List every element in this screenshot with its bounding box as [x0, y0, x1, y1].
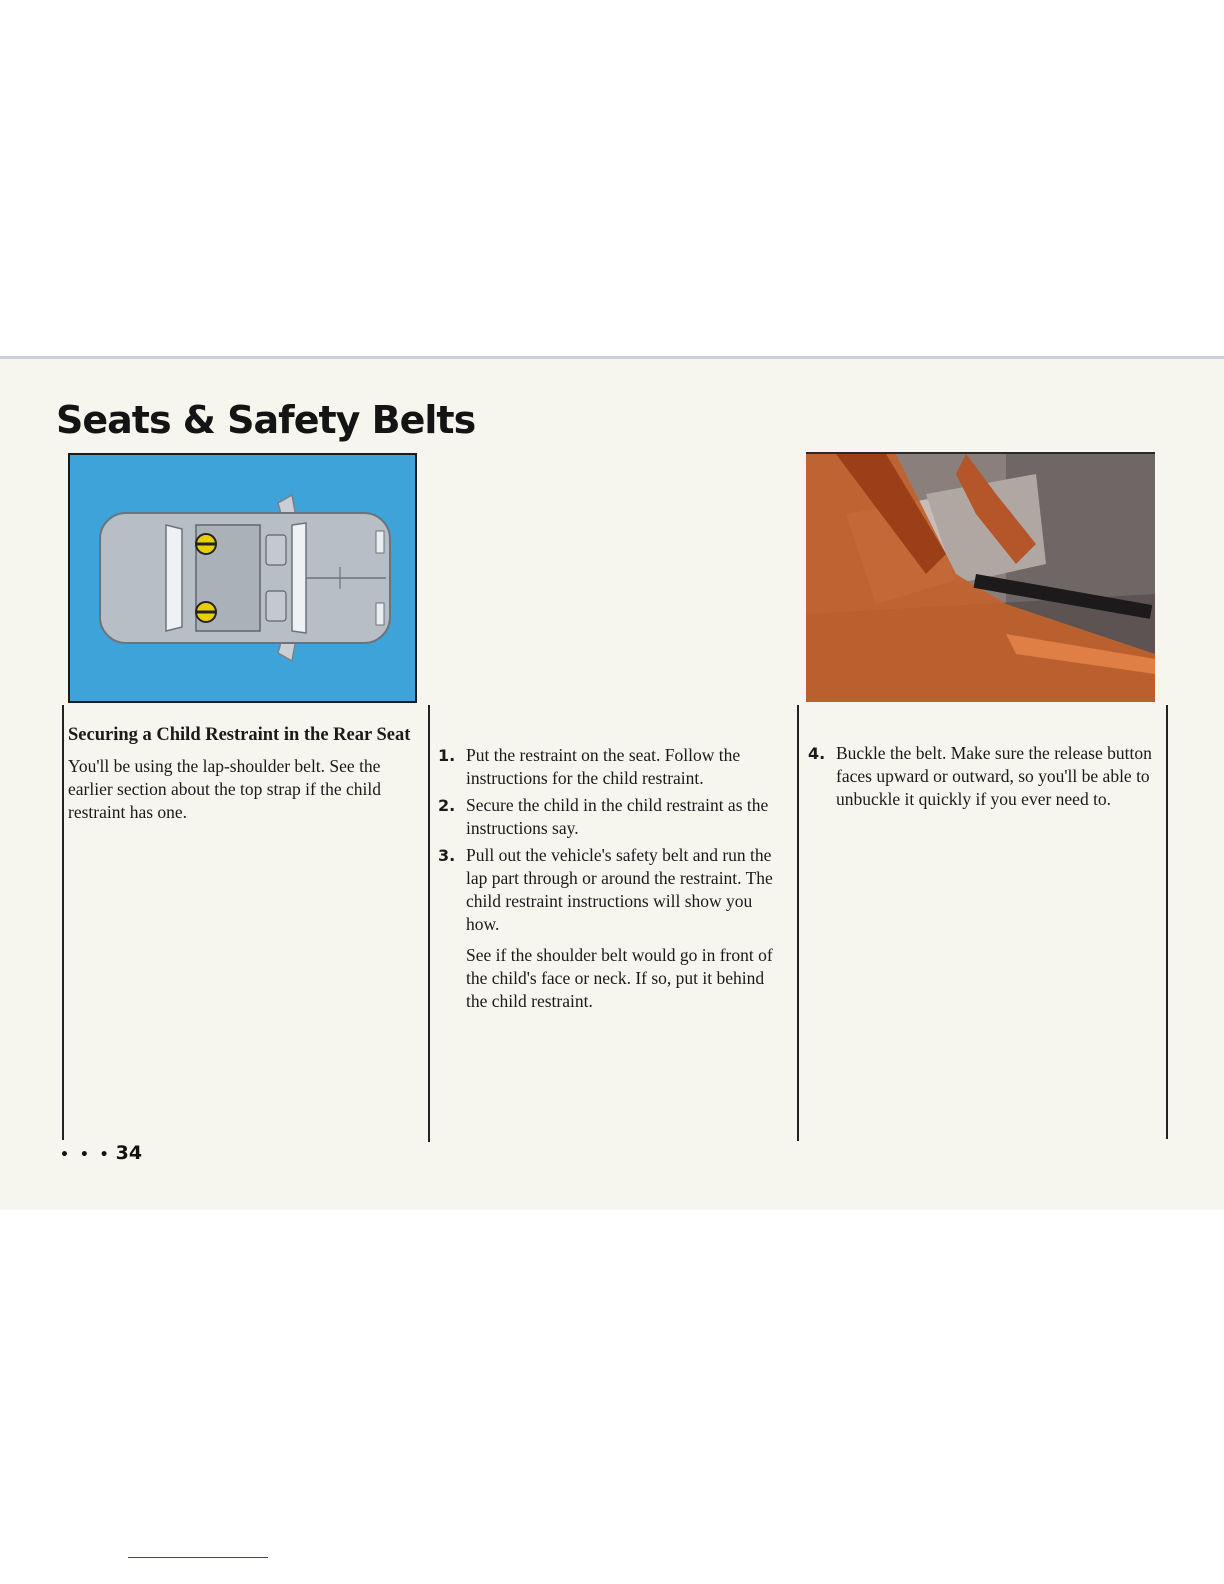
- list-item: [438, 844, 784, 1013]
- list-item: [808, 742, 1154, 811]
- step-text: Buckle the belt. Make sure the release button faces upward or outward, so you'll be able to unbuckle it quickly if you ever need to.: [836, 743, 1152, 809]
- car-top-view-diagram: [68, 453, 417, 703]
- page-number: [60, 1142, 142, 1164]
- steps-list-continued: [808, 742, 1154, 811]
- step-note: See if the shoulder belt would go in front of the child's face or neck. If so, put it behind the child restraint.: [466, 945, 773, 1011]
- intro-paragraph: You'll be using the lap-shoulder belt. See the earlier section about the top strap if the child restraint has one.: [68, 756, 381, 822]
- page-number-dots: • • •: [60, 1147, 112, 1163]
- middle-column: [438, 744, 784, 1017]
- step-number: 4.: [808, 744, 826, 763]
- column-rule-middle: [428, 705, 430, 1142]
- list-item: [438, 794, 784, 840]
- column-rule-right-start: [797, 705, 799, 1141]
- step-text: Secure the child in the child restraint as the instructions say.: [466, 795, 769, 838]
- left-column: [68, 724, 420, 824]
- list-item: [438, 744, 784, 790]
- top-divider: [0, 356, 1224, 359]
- page-number-value: 34: [115, 1142, 143, 1164]
- step-text: Pull out the vehicle's safety belt and run the lap part through or around the restraint. The child restraint instructions will show you how.: [466, 845, 773, 934]
- step-number: 3.: [438, 846, 456, 865]
- column-rule-left: [62, 705, 64, 1140]
- step-number: 1.: [438, 746, 456, 765]
- right-column: [808, 742, 1154, 815]
- step-number: 2.: [438, 796, 456, 815]
- column-rule-right-end: [1166, 705, 1168, 1139]
- step-text: Put the restraint on the seat. Follow the instructions for the child restraint.: [466, 745, 741, 788]
- buckling-belt-photo: [806, 452, 1155, 702]
- buckling-belt-illustration: [806, 454, 1155, 702]
- car-top-view-icon: [70, 455, 415, 701]
- page-title: Seats & Safety Belts: [56, 398, 476, 442]
- bottom-link-underline[interactable]: [128, 1557, 268, 1558]
- section-title: Securing a Child Restraint in the Rear Seat: [68, 725, 411, 745]
- steps-list: [438, 744, 784, 1013]
